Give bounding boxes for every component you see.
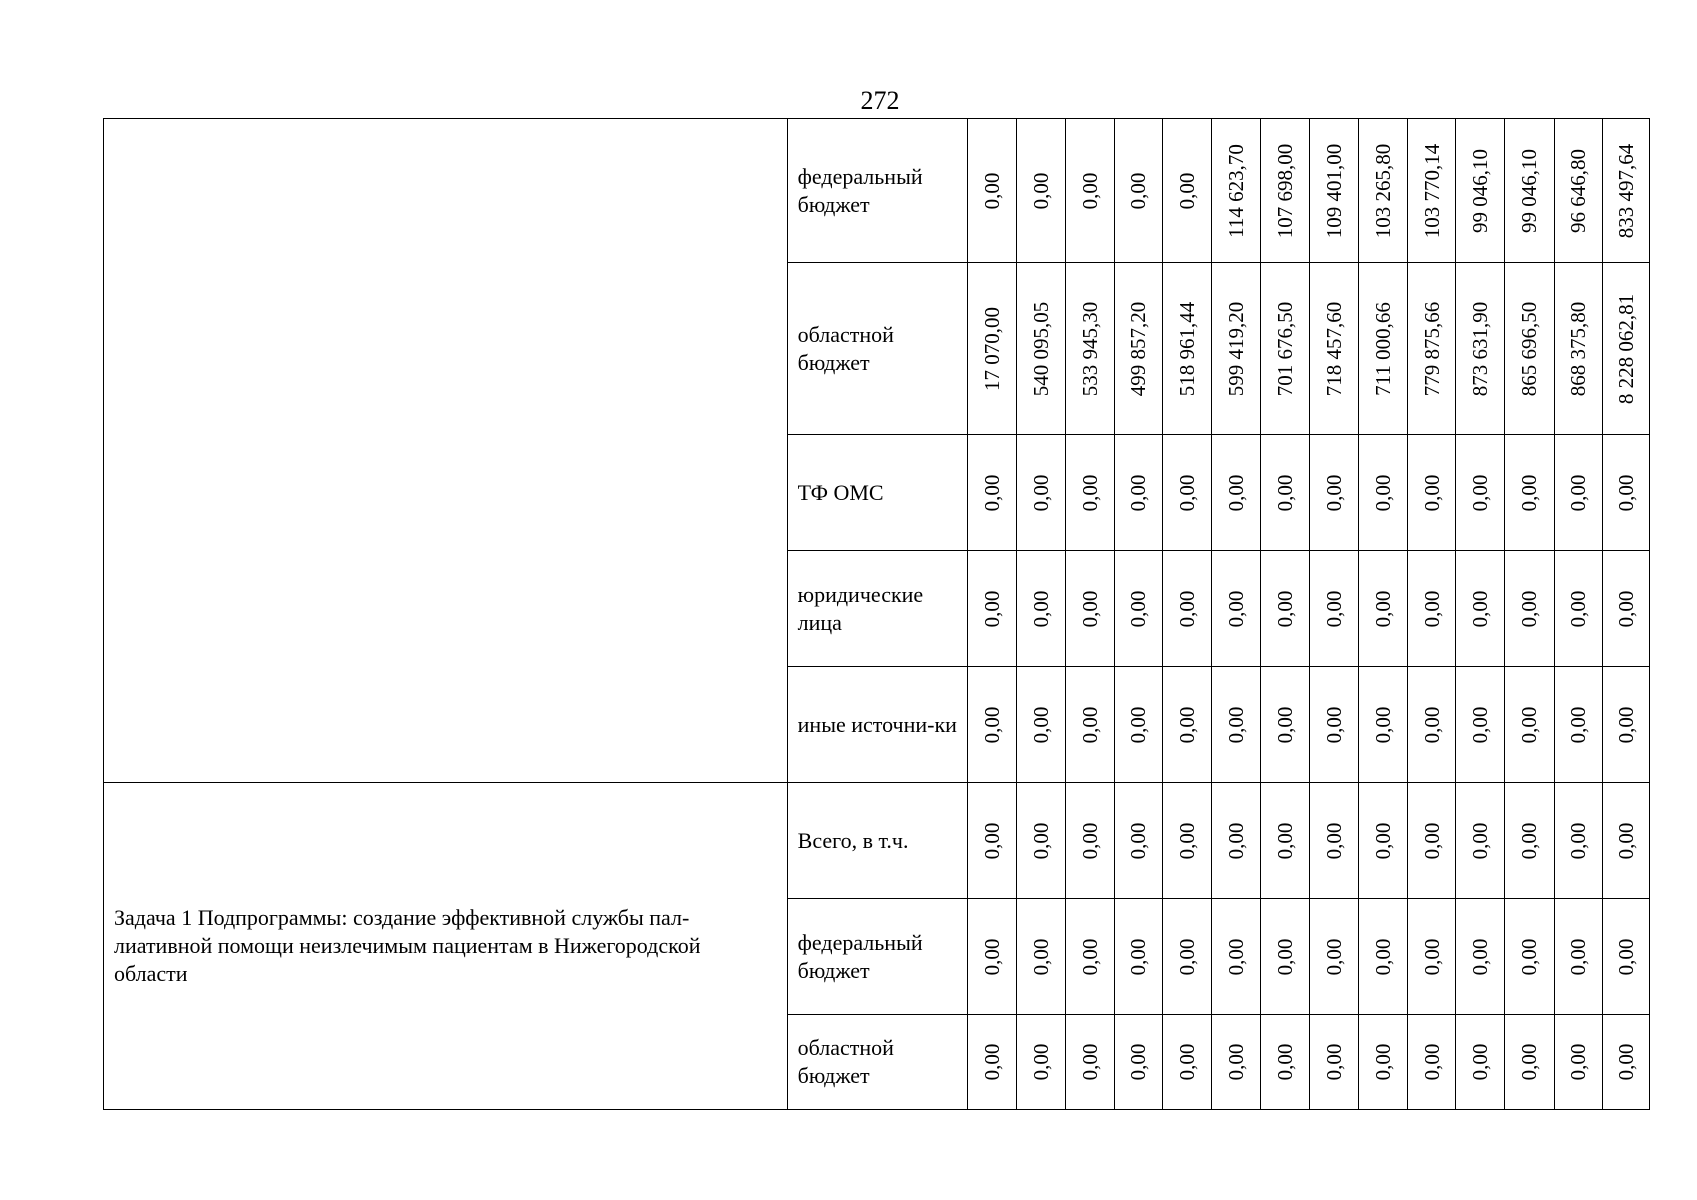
funding-source-cell: областной бюджет (787, 1015, 968, 1110)
value-cell (1407, 119, 1455, 263)
value-cell (1309, 1015, 1358, 1110)
value-text: 0,00 (1273, 1043, 1297, 1081)
value-text: 0,00 (1321, 474, 1346, 511)
value-cell (1163, 783, 1212, 899)
value-cell (1554, 783, 1602, 899)
value-cell (1602, 119, 1649, 263)
value-text: 103 770,14 (1419, 143, 1444, 238)
budget-table-body (104, 119, 1650, 1110)
value-cell (1114, 1015, 1162, 1110)
value-text: 0,00 (1175, 1043, 1200, 1081)
value-text: 718 457,60 (1321, 301, 1346, 396)
value-cell (1505, 435, 1554, 551)
value-text: 0,00 (1419, 1043, 1444, 1081)
value-text: 0,00 (1321, 1043, 1346, 1081)
value-cell (1554, 1015, 1602, 1110)
value-text: 0,00 (1077, 938, 1102, 975)
value-text: 0,00 (1517, 822, 1542, 859)
value-text: 99 046,10 (1468, 148, 1493, 233)
value-text: 0,00 (1370, 822, 1395, 859)
value-cell (1309, 667, 1358, 783)
value-text: 0,00 (979, 938, 1004, 975)
value-text: 0,00 (1126, 1043, 1151, 1081)
table-row (104, 119, 1650, 263)
value-text: 0,00 (1175, 822, 1200, 859)
value-cell (1163, 899, 1212, 1015)
value-cell (1163, 551, 1212, 667)
value-cell (1358, 119, 1407, 263)
value-cell (1114, 435, 1162, 551)
value-text: 0,00 (1370, 938, 1395, 975)
value-cell (1602, 551, 1649, 667)
value-cell (1261, 783, 1309, 899)
value-cell (1163, 1015, 1212, 1110)
value-cell (1065, 667, 1114, 783)
value-cell (1407, 667, 1455, 783)
value-text: 0,00 (1077, 822, 1102, 859)
value-cell (968, 783, 1016, 899)
value-text: 0,00 (1321, 938, 1346, 975)
value-cell (1602, 667, 1649, 783)
value-cell (1212, 783, 1261, 899)
value-text: 0,00 (979, 706, 1004, 743)
value-text: 0,00 (1028, 172, 1053, 209)
value-text: 0,00 (1517, 938, 1542, 975)
value-text: 0,00 (1566, 1043, 1591, 1081)
value-text: 0,00 (979, 1043, 1004, 1081)
value-cell (1114, 551, 1162, 667)
value-cell (1456, 667, 1505, 783)
page-number: 272 (860, 86, 900, 115)
value-cell (1309, 899, 1358, 1015)
value-text: 0,00 (979, 474, 1004, 511)
value-cell (1358, 551, 1407, 667)
value-cell (968, 1015, 1016, 1110)
value-text: 0,00 (1517, 1043, 1542, 1081)
value-text: 0,00 (1419, 474, 1444, 511)
value-text: 0,00 (979, 172, 1004, 209)
funding-source-cell: областной бюджет (787, 263, 968, 435)
value-text: 873 631,90 (1468, 301, 1493, 396)
value-text: 865 696,50 (1517, 301, 1542, 396)
value-text: 0,00 (1613, 590, 1638, 627)
value-text: 96 646,80 (1566, 148, 1591, 233)
value-text: 0,00 (1321, 822, 1346, 859)
value-cell (1554, 667, 1602, 783)
value-cell (1602, 899, 1649, 1015)
value-cell (1114, 899, 1162, 1015)
value-text: 0,00 (1419, 822, 1444, 859)
value-text: 0,00 (1126, 706, 1151, 743)
value-cell (1065, 119, 1114, 263)
value-cell (1407, 1015, 1455, 1110)
value-text: 114 623,70 (1224, 143, 1249, 238)
budget-table (103, 118, 1650, 1110)
value-text: 0,00 (1077, 706, 1102, 743)
value-cell (1163, 119, 1212, 263)
value-cell (1358, 263, 1407, 435)
value-cell (1456, 1015, 1505, 1110)
value-text: 0,00 (1224, 706, 1249, 743)
value-cell (1456, 435, 1505, 551)
value-cell (1114, 263, 1162, 435)
value-text: 0,00 (1566, 938, 1591, 975)
value-cell (1114, 119, 1162, 263)
value-cell (1407, 551, 1455, 667)
value-cell (968, 119, 1016, 263)
value-cell (1212, 435, 1261, 551)
value-text: 0,00 (1126, 474, 1151, 511)
value-text: 0,00 (1273, 590, 1297, 627)
value-cell (1261, 119, 1309, 263)
value-text: 0,00 (1566, 474, 1591, 511)
value-text: 0,00 (1566, 822, 1591, 859)
funding-source-cell: федеральный бюджет (787, 119, 968, 263)
value-text: 711 000,66 (1370, 301, 1395, 396)
value-cell (1212, 119, 1261, 263)
value-cell (1065, 1015, 1114, 1110)
value-cell (1016, 667, 1065, 783)
value-cell (1065, 263, 1114, 435)
value-cell (1065, 783, 1114, 899)
value-text: 0,00 (1273, 822, 1297, 859)
value-text: 0,00 (1224, 822, 1249, 859)
value-cell (1016, 119, 1065, 263)
value-cell (968, 551, 1016, 667)
value-cell (1016, 1015, 1065, 1110)
value-cell (1554, 551, 1602, 667)
value-text: 0,00 (1126, 938, 1151, 975)
value-text: 0,00 (1224, 474, 1249, 511)
value-text: 0,00 (1321, 706, 1346, 743)
value-cell (1065, 435, 1114, 551)
value-cell (1407, 435, 1455, 551)
value-cell (1407, 263, 1455, 435)
value-cell (1065, 551, 1114, 667)
value-cell (1456, 899, 1505, 1015)
value-text: 0,00 (1077, 590, 1102, 627)
value-cell (1505, 263, 1554, 435)
value-text: 499 857,20 (1126, 301, 1151, 396)
value-text: 0,00 (1419, 938, 1444, 975)
value-cell (1016, 783, 1065, 899)
value-cell (1212, 667, 1261, 783)
value-cell (1358, 783, 1407, 899)
value-text: 0,00 (1613, 1043, 1638, 1081)
value-text: 0,00 (1517, 474, 1542, 511)
value-text: 0,00 (1321, 590, 1346, 627)
value-text: 0,00 (1273, 938, 1297, 975)
task-cell (104, 119, 788, 783)
value-cell (1163, 667, 1212, 783)
value-text: 0,00 (1613, 474, 1638, 511)
value-text: 0,00 (1175, 590, 1200, 627)
value-text: 0,00 (1370, 1043, 1395, 1081)
value-text: 0,00 (1077, 1043, 1102, 1081)
value-cell (1505, 1015, 1554, 1110)
value-text: 0,00 (1370, 706, 1395, 743)
value-text: 0,00 (1370, 474, 1395, 511)
value-cell (1602, 435, 1649, 551)
value-text: 0,00 (1468, 938, 1493, 975)
value-text: 0,00 (1613, 706, 1638, 743)
funding-source-cell: федеральный бюджет (787, 899, 968, 1015)
funding-source-cell: юридические лица (787, 551, 968, 667)
value-text: 833 497,64 (1613, 143, 1638, 238)
funding-source-cell: иные источни-ки (787, 667, 968, 783)
value-cell (1505, 551, 1554, 667)
value-cell (1212, 899, 1261, 1015)
value-cell (1212, 551, 1261, 667)
value-text: 0,00 (1077, 172, 1102, 209)
value-cell (1505, 119, 1554, 263)
value-cell (1212, 263, 1261, 435)
value-cell (1554, 435, 1602, 551)
value-cell (1456, 783, 1505, 899)
value-text: 0,00 (1224, 1043, 1249, 1081)
value-cell (1602, 263, 1649, 435)
value-cell (1407, 783, 1455, 899)
value-cell (1261, 667, 1309, 783)
value-text: 0,00 (1028, 474, 1053, 511)
value-cell (1602, 1015, 1649, 1110)
value-cell (1554, 899, 1602, 1015)
value-text: 0,00 (1077, 474, 1102, 511)
value-cell (1505, 783, 1554, 899)
value-cell (1309, 435, 1358, 551)
value-cell (1114, 667, 1162, 783)
value-text: 0,00 (1028, 938, 1053, 975)
value-text: 0,00 (979, 822, 1004, 859)
value-cell (1505, 667, 1554, 783)
value-text: 868 375,80 (1566, 301, 1591, 396)
value-cell (1358, 435, 1407, 551)
funding-source-cell: ТФ ОМС (787, 435, 968, 551)
value-text: 0,00 (1126, 172, 1151, 209)
value-cell (1261, 551, 1309, 667)
value-cell (1358, 899, 1407, 1015)
value-cell (1212, 1015, 1261, 1110)
value-cell (1505, 899, 1554, 1015)
value-text: 0,00 (1224, 590, 1249, 627)
value-text: 0,00 (1175, 938, 1200, 975)
value-text: 109 401,00 (1321, 143, 1346, 238)
value-text: 701 676,50 (1273, 301, 1297, 396)
value-text: 540 095,05 (1028, 301, 1053, 396)
value-text: 0,00 (1224, 938, 1249, 975)
value-cell (968, 667, 1016, 783)
value-cell (1602, 783, 1649, 899)
value-text: 0,00 (1517, 590, 1542, 627)
value-cell (1309, 551, 1358, 667)
value-text: 0,00 (1175, 706, 1200, 743)
value-cell (1261, 263, 1309, 435)
value-cell (1163, 435, 1212, 551)
value-cell (1309, 263, 1358, 435)
value-text: 0,00 (1613, 938, 1638, 975)
value-text: 0,00 (1028, 1043, 1053, 1081)
value-text: 107 698,00 (1273, 143, 1297, 238)
value-text: 0,00 (1370, 590, 1395, 627)
value-text: 99 046,10 (1517, 148, 1542, 233)
value-cell (1358, 1015, 1407, 1110)
value-cell (1554, 263, 1602, 435)
value-text: 0,00 (1028, 590, 1053, 627)
value-cell (1456, 551, 1505, 667)
value-text: 0,00 (1175, 172, 1200, 209)
value-cell (1016, 435, 1065, 551)
value-text: 0,00 (1613, 822, 1638, 859)
value-text: 0,00 (1566, 590, 1591, 627)
value-text: 0,00 (1175, 474, 1200, 511)
value-cell (968, 899, 1016, 1015)
value-cell (1016, 551, 1065, 667)
value-cell (1016, 899, 1065, 1015)
value-text: 0,00 (1517, 706, 1542, 743)
value-cell (1114, 783, 1162, 899)
value-text: 0,00 (1468, 706, 1493, 743)
value-cell (1309, 119, 1358, 263)
value-text: 17 070,00 (979, 306, 1004, 391)
value-text: 0,00 (1566, 706, 1591, 743)
value-text: 0,00 (979, 590, 1004, 627)
value-text: 599 419,20 (1224, 301, 1249, 396)
value-text: 0,00 (1468, 822, 1493, 859)
value-text: 0,00 (1126, 822, 1151, 859)
value-cell (1456, 263, 1505, 435)
value-text: 0,00 (1468, 590, 1493, 627)
task-cell: Задача 1 Подпрограммы: создание эффективной службы пал-лиативной помощи неизлечимым пациентам в Нижегородской области (104, 783, 788, 1110)
value-cell (1261, 899, 1309, 1015)
value-text: 0,00 (1419, 590, 1444, 627)
value-cell (1261, 1015, 1309, 1110)
value-text: 8 228 062,81 (1613, 293, 1638, 404)
value-text: 0,00 (1273, 474, 1297, 511)
value-text: 518 961,44 (1175, 301, 1200, 396)
value-cell (1456, 119, 1505, 263)
value-text: 0,00 (1028, 822, 1053, 859)
value-text: 0,00 (1468, 1043, 1493, 1081)
value-cell (1261, 435, 1309, 551)
value-cell (1309, 783, 1358, 899)
value-cell (968, 435, 1016, 551)
value-text: 779 875,66 (1419, 301, 1444, 396)
value-text: 0,00 (1468, 474, 1493, 511)
value-text: 0,00 (1419, 706, 1444, 743)
value-cell (1407, 899, 1455, 1015)
value-text: 103 265,80 (1370, 143, 1395, 238)
value-cell (968, 263, 1016, 435)
value-cell (1016, 263, 1065, 435)
funding-source-cell: Всего, в т.ч. (787, 783, 968, 899)
value-cell (1163, 263, 1212, 435)
table-row (104, 783, 1650, 899)
value-text: 0,00 (1126, 590, 1151, 627)
value-text: 0,00 (1028, 706, 1053, 743)
value-text: 533 945,30 (1077, 301, 1102, 396)
value-cell (1554, 119, 1602, 263)
value-cell (1065, 899, 1114, 1015)
value-cell (1358, 667, 1407, 783)
value-text: 0,00 (1273, 706, 1297, 743)
